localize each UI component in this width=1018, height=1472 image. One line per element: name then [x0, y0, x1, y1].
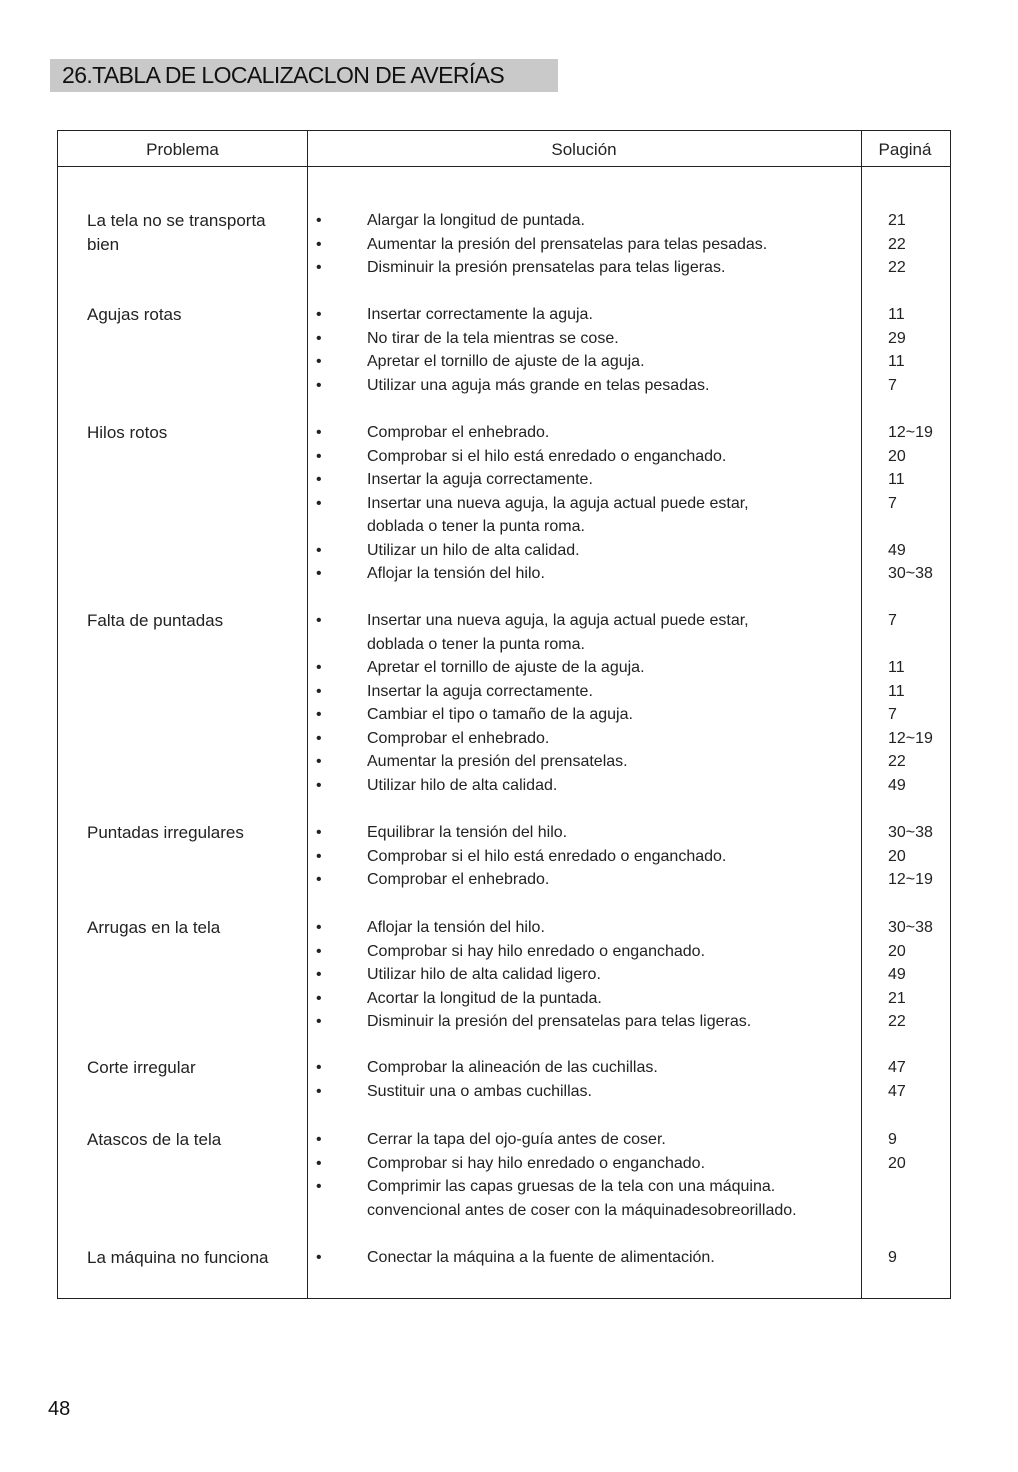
problem-label: Corte irregular [87, 1058, 196, 1077]
bullet-icon: • [316, 1131, 322, 1148]
troubleshooting-table [57, 130, 951, 1299]
solution-list [316, 609, 846, 797]
solution-text: Comprobar si el hilo está enredado o enganchado. [367, 447, 727, 465]
solution-text: Apretar el tornillo de ajuste de la aguja. [367, 353, 645, 370]
solution-item [316, 727, 846, 751]
bullet-icon: • [316, 306, 322, 323]
page-ref: 21 [888, 989, 906, 1007]
page-ref: 7 [888, 494, 897, 512]
solution-text: Insertar una nueva aguja, la aguja actual puede estar, [367, 494, 749, 512]
solution-item [316, 916, 846, 940]
page-ref: 49 [888, 776, 906, 794]
solution-item [316, 539, 846, 563]
solution-list [316, 209, 846, 280]
solution-text: Apretar el tornillo de ajuste de la aguja. [367, 659, 645, 676]
page-ref: 20 [888, 942, 906, 960]
solution-text: Sustituir una o ambas cuchillas. [367, 1082, 592, 1100]
header-solution: Solución [551, 140, 617, 159]
bullet-icon: • [316, 1082, 322, 1100]
bullet-icon: • [316, 1059, 322, 1076]
problem-label: Arrugas en la tela [87, 918, 221, 937]
solution-list [316, 1246, 846, 1270]
page-ref: 20 [888, 847, 906, 865]
solution-text: Insertar la aguja correctamente. [367, 471, 593, 488]
page-ref [888, 1175, 948, 1199]
solution-text: Alargar la longitud de puntada. [367, 212, 585, 229]
solution-text: Aumentar la presión del prensatelas. [367, 753, 628, 770]
problem-label: La tela no se transporta bien [87, 211, 266, 254]
bullet-icon: • [316, 565, 322, 582]
header-page: Paginá [878, 140, 932, 159]
bullet-icon: • [316, 259, 322, 276]
page-ref: 11 [888, 353, 905, 370]
solution-text: Disminuir la presión prensatelas para telas ligeras. [367, 259, 726, 276]
solution-item [316, 987, 846, 1011]
page-refs [888, 609, 948, 797]
solution-item [316, 233, 846, 257]
page-ref: 22 [888, 259, 906, 276]
solution-text: doblada o tener la punta roma. [367, 635, 585, 653]
bullet-icon: • [316, 706, 322, 723]
page-ref: 49 [888, 541, 906, 559]
column-divider [861, 131, 862, 1298]
solution-item [316, 703, 846, 727]
solution-text: Comprobar si el hilo está enredado o enganchado. [367, 847, 727, 865]
bullet-icon: • [316, 447, 322, 465]
solution-text: Cambiar el tipo o tamaño de la aguja. [367, 706, 633, 723]
solution-text: convencional antes de coser con la máquinadesobreorillado. [367, 1201, 797, 1219]
page-refs [888, 421, 948, 586]
solution-text: Aflojar la tensión del hilo. [367, 565, 545, 582]
problem-label: Puntadas irregulares [87, 823, 244, 842]
problem-label: Hilos rotos [87, 423, 168, 442]
page-ref: 20 [888, 1154, 906, 1172]
solution-text: Comprobar si hay hilo enredado o enganchado. [367, 1154, 706, 1172]
bullet-icon: • [316, 353, 322, 370]
bullet-icon: • [316, 329, 322, 347]
bullet-icon: • [316, 471, 322, 488]
solution-text: Comprimir las capas gruesas de la tela con una máquina. [367, 1178, 776, 1195]
solution-item [316, 256, 846, 280]
solution-text: Utilizar hilo de alta calidad ligero. [367, 966, 601, 983]
section-title: 26.TABLA DE LOCALIZACLON DE AVERÍAS [50, 59, 558, 92]
page-ref: 11 [888, 682, 905, 700]
solution-text: Conectar la máquina a la fuente de alimentación. [367, 1249, 715, 1266]
solution-item [316, 562, 846, 586]
page-refs [888, 1056, 948, 1103]
page-ref: 12~19 [888, 729, 933, 747]
solution-item [316, 468, 846, 492]
solution-item [316, 680, 846, 704]
solution-text: Acortar la longitud de la puntada. [367, 989, 602, 1007]
solution-item [316, 445, 846, 469]
solution-item [316, 963, 846, 987]
page-ref: 21 [888, 212, 906, 229]
bullet-icon: • [316, 871, 322, 888]
page-refs [888, 1246, 948, 1270]
page-ref: 30~38 [888, 919, 933, 936]
page-ref: 7 [888, 612, 897, 629]
solution-item [316, 1175, 846, 1199]
solution-list [316, 1128, 846, 1222]
problem-label: Atascos de la tela [87, 1130, 222, 1149]
page-refs [888, 303, 948, 397]
solution-list [316, 916, 846, 1034]
solution-text: Aflojar la tensión del hilo. [367, 919, 545, 936]
solution-item [316, 209, 846, 233]
bullet-icon: • [316, 1249, 322, 1266]
bullet-icon: • [316, 824, 322, 841]
page-refs [888, 821, 948, 892]
bullet-icon: • [316, 776, 322, 794]
solution-item [316, 750, 846, 774]
solution-text: No tirar de la tela mientras se cose. [367, 329, 619, 347]
page-ref: 22 [888, 235, 906, 253]
solution-list [316, 421, 846, 586]
page-ref: 9 [888, 1131, 897, 1148]
solution-list [316, 303, 846, 397]
solution-item [316, 515, 846, 539]
page-ref: 30~38 [888, 565, 933, 582]
bullet-icon: • [316, 376, 322, 394]
solution-item [316, 1199, 846, 1223]
solution-item [316, 1246, 846, 1270]
solution-text: doblada o tener la punta roma. [367, 518, 585, 535]
page-ref: 7 [888, 706, 897, 723]
bullet-icon: • [316, 494, 322, 512]
solution-text: Utilizar hilo de alta calidad. [367, 776, 558, 794]
bullet-icon: • [316, 212, 322, 229]
solution-text: Comprobar el enhebrado. [367, 424, 550, 441]
page-ref: 11 [888, 306, 905, 323]
solution-text: Comprobar el enhebrado. [367, 729, 550, 747]
solution-item [316, 1010, 846, 1034]
solution-item [316, 609, 846, 633]
solution-text: Utilizar una aguja más grande en telas pesadas. [367, 376, 710, 394]
solution-list [316, 821, 846, 892]
page-ref: 12~19 [888, 424, 933, 441]
bullet-icon: • [316, 612, 322, 629]
bullet-icon: • [316, 753, 322, 770]
page-ref: 22 [888, 753, 906, 770]
page-ref: 11 [888, 471, 905, 488]
bullet-icon: • [316, 989, 322, 1007]
solution-item [316, 940, 846, 964]
page-ref: 30~38 [888, 824, 933, 841]
solution-text: Aumentar la presión del prensatelas para telas pesadas. [367, 235, 768, 253]
bullet-icon: • [316, 919, 322, 936]
solution-item [316, 350, 846, 374]
solution-text: Comprobar si hay hilo enredado o enganchado. [367, 942, 706, 960]
solution-text: Comprobar el enhebrado. [367, 871, 550, 888]
solution-item [316, 1128, 846, 1152]
bullet-icon: • [316, 1154, 322, 1172]
bullet-icon: • [316, 1013, 322, 1030]
solution-item [316, 821, 846, 845]
solution-text: Insertar una nueva aguja, la aguja actual puede estar, [367, 612, 749, 629]
solution-item [316, 1152, 846, 1176]
bullet-icon: • [316, 235, 322, 253]
solution-item [316, 1056, 846, 1080]
page-ref: 22 [888, 1013, 906, 1030]
page-ref: 12~19 [888, 871, 933, 888]
solution-item [316, 774, 846, 798]
solution-text: Cerrar la tapa del ojo-guía antes de coser. [367, 1131, 666, 1148]
bullet-icon: • [316, 847, 322, 865]
problem-label: Agujas rotas [87, 305, 182, 324]
page-ref: 47 [888, 1082, 906, 1100]
solution-text: Insertar la aguja correctamente. [367, 682, 593, 700]
solution-item [316, 1080, 846, 1104]
solution-item [316, 374, 846, 398]
page-refs [888, 916, 948, 1034]
bullet-icon: • [316, 942, 322, 960]
problem-label: La máquina no funciona [87, 1248, 269, 1267]
solution-text: Comprobar la alineación de las cuchillas. [367, 1059, 658, 1076]
bullet-icon: • [316, 966, 322, 983]
page-ref: 49 [888, 966, 906, 983]
solution-item [316, 327, 846, 351]
bullet-icon: • [316, 541, 322, 559]
header-problem: Problema [146, 140, 219, 159]
page-ref: 29 [888, 329, 906, 347]
solution-item [316, 845, 846, 869]
solution-list [316, 1056, 846, 1103]
page-ref: 47 [888, 1059, 906, 1076]
page-number: 48 [48, 1398, 71, 1420]
bullet-icon: • [316, 729, 322, 747]
page-ref: 7 [888, 376, 897, 394]
solution-item [316, 868, 846, 892]
bullet-icon: • [316, 659, 322, 676]
solution-item [316, 656, 846, 680]
page-ref: 11 [888, 659, 905, 676]
solution-text: Disminuir la presión del prensatelas para telas ligeras. [367, 1013, 752, 1030]
page-ref [888, 633, 948, 657]
solution-text: Insertar correctamente la aguja. [367, 306, 593, 323]
page-ref [888, 515, 948, 539]
solution-item [316, 421, 846, 445]
solution-text: Equilibrar la tensión del hilo. [367, 824, 568, 841]
bullet-icon: • [316, 682, 322, 700]
header-divider [58, 166, 950, 167]
page-refs [888, 1128, 948, 1222]
bullet-icon: • [316, 1178, 322, 1195]
column-divider [307, 131, 308, 1298]
page-refs [888, 209, 948, 280]
page-ref: 20 [888, 447, 906, 465]
bullet-icon: • [316, 424, 322, 441]
problem-label: Falta de puntadas [87, 611, 224, 630]
solution-item [316, 303, 846, 327]
solution-item [316, 633, 846, 657]
page-ref: 9 [888, 1249, 897, 1266]
page-ref [888, 1199, 948, 1223]
solution-item [316, 492, 846, 516]
solution-text: Utilizar un hilo de alta calidad. [367, 541, 580, 559]
